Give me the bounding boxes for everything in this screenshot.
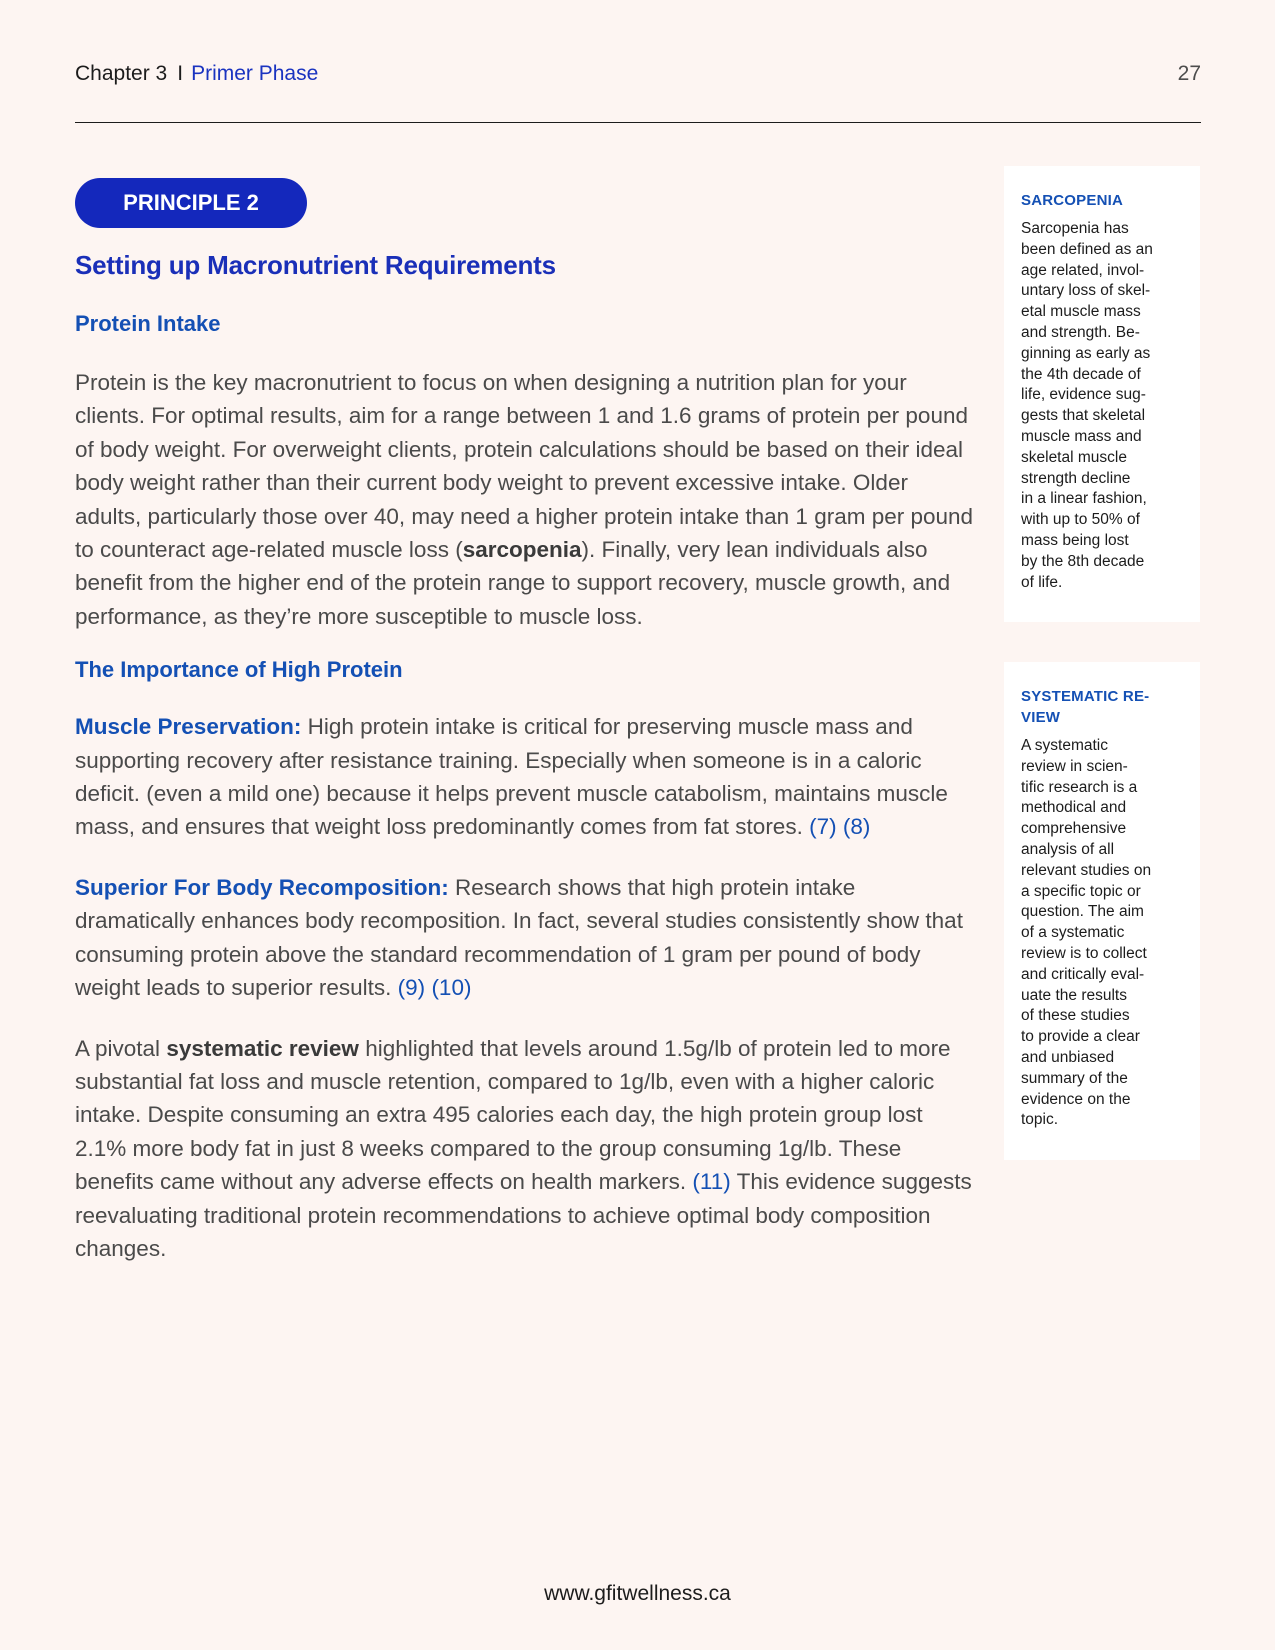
sarcopenia-title: SARCOPENIA [1021, 192, 1124, 209]
muscle-preservation-lead: Muscle Preservation: [75, 714, 302, 740]
protein-intake-heading: Protein Intake [75, 311, 221, 336]
definition-line: a specific topic or [1021, 882, 1141, 900]
systematic-review-definition [1021, 736, 1184, 1131]
definition-line: untary loss of skel- [1021, 282, 1151, 300]
sarcopenia-definition [1021, 219, 1184, 593]
systematic-review-title [1021, 686, 1184, 728]
definition-line: ginning as early as [1021, 344, 1151, 362]
definition-line: etal muscle mass [1021, 303, 1141, 321]
systematic-review-term[interactable]: systematic review [166, 1035, 359, 1061]
definition-line: of life. [1021, 573, 1063, 591]
definition-line: and strength. Be- [1021, 323, 1140, 341]
website-link[interactable]: www.gfitwellness.ca [544, 1582, 731, 1605]
definition-line: summary of the [1021, 1069, 1128, 1087]
importance-heading: The Importance of High Protein [75, 657, 403, 683]
definition-line: by the 8th decade [1021, 552, 1145, 570]
protein-intake-paragraph [75, 366, 975, 633]
definition-line: mass being lost [1021, 531, 1129, 549]
definition-line: with up to 50% of [1021, 511, 1140, 529]
page-number: 27 [1177, 62, 1201, 85]
definition-line: methodical and [1021, 799, 1127, 817]
definition-line: strength decline [1021, 469, 1131, 487]
muscle-preservation-paragraph [75, 710, 975, 844]
sarcopenia-definition-box [1004, 166, 1200, 622]
section-title: Setting up Macronutrient Requirements [75, 250, 556, 280]
paragraph-text: ). Finally, very lean individuals also benefit from the higher end of the protein range to support recovery, muscle growth, and performance, as they’re more susceptible to muscle loss. [75, 537, 951, 629]
paragraph-text: A pivotal [75, 1035, 167, 1061]
citation-link-11[interactable]: (11) [692, 1169, 731, 1195]
systematic-review-paragraph [75, 1032, 975, 1266]
definition-line: evidence on the [1021, 1090, 1131, 1108]
citation-link-9[interactable]: (9) [397, 975, 426, 1001]
definition-line: tific research is a [1021, 778, 1138, 796]
definition-line: been defined as an [1021, 240, 1153, 258]
definition-line: comprehensive [1021, 820, 1127, 838]
definition-line: to provide a clear [1021, 1028, 1140, 1046]
principle-badge: PRINCIPLE 2 [75, 178, 307, 228]
definition-line: skeletal muscle [1021, 448, 1127, 466]
definition-line: A systematic [1021, 737, 1108, 754]
definition-line: muscle mass and [1021, 427, 1142, 445]
definition-line: the 4th decade of [1021, 365, 1141, 383]
sarcopenia-term[interactable]: sarcopenia [462, 537, 582, 563]
chapter-label: Chapter 3 [75, 62, 168, 85]
body-recomposition-lead: Superior For Body Recomposition: [75, 874, 449, 900]
definition-line: review in scien- [1021, 757, 1128, 775]
definition-line: in a linear fashion, [1021, 490, 1147, 508]
definition-line: of a systematic [1021, 924, 1125, 942]
definition-line: question. The aim [1021, 903, 1144, 921]
definition-line: relevant studies on [1021, 861, 1152, 879]
paragraph-text: This evidence suggests reevaluating traditional protein recommendations to achieve optimal body composition changes. [75, 1169, 972, 1261]
paragraph-text: High protein intake is critical for preserving muscle mass and supporting recovery after resistance training. Especially when someone is in a caloric deficit. (even a mild one) because it helps prevent muscle catabolism, maintains muscle mass, and ensures that weight loss predominantly comes from fat stores. [75, 714, 948, 840]
phase-label: Primer Phase [191, 62, 319, 85]
title-line: SYSTEMATIC RE- [1021, 688, 1150, 705]
definition-line: and critically eval- [1021, 965, 1145, 983]
definition-line: life, evidence sug- [1021, 386, 1146, 404]
citation-link-10[interactable]: (10) [431, 975, 472, 1001]
definition-line: topic. [1021, 1111, 1059, 1129]
systematic-review-definition-box [1004, 662, 1200, 1160]
paragraph-text: highlighted that levels around 1.5g/lb of protein led to more substantial fat loss and muscle retention, compared to 1g/lb, even with a higher caloric intake. Despite consuming an extra 495 calories each day, the high protein group lost 2.1% more body fat in just 8 weeks compared to the group consuming 1g/lb. These benefits came without any adverse effects on health markers. [75, 1035, 951, 1195]
body-recomposition-paragraph [75, 871, 975, 1005]
page-header [75, 62, 1201, 92]
definition-line: age related, invol- [1021, 261, 1145, 279]
definition-line: uate the results [1021, 986, 1127, 1004]
paragraph-text: Research shows that high protein intake dramatically enhances body recomposition. In fact, several studies consistently show that consuming protein above the standard recommendation of 1 gram per pound of body weight leads to superior results. [75, 874, 963, 1001]
definition-line: review is to collect [1021, 944, 1147, 962]
header-separator: I [177, 62, 184, 85]
paragraph-text: Protein is the key macronutrient to focus on when designing a nutrition plan for your clients. For optimal results, aim for a range between 1 and 1.6 grams of protein per pound of body weight. For overweight clients, protein calculations should be based on their ideal body weight rather than their current body weight to prevent excessive intake. Older adults, particularly those over 40, may need a higher protein intake than 1 gram per pound to counteract age-related muscle loss ( [75, 370, 974, 563]
definition-line: analysis of all [1021, 840, 1115, 858]
definition-line: gests that skeletal [1021, 407, 1146, 425]
main-content [75, 178, 975, 1265]
definition-line: of these studies [1021, 1007, 1130, 1025]
title-line: VIEW [1021, 709, 1061, 726]
page-footer [0, 1582, 1275, 1606]
citation-link-8[interactable]: (8) [842, 814, 871, 840]
definition-line: and unbiased [1021, 1048, 1115, 1066]
citation-link-7[interactable]: (7) [809, 814, 837, 840]
header-divider [75, 122, 1201, 123]
definition-line: Sarcopenia has [1021, 220, 1129, 237]
